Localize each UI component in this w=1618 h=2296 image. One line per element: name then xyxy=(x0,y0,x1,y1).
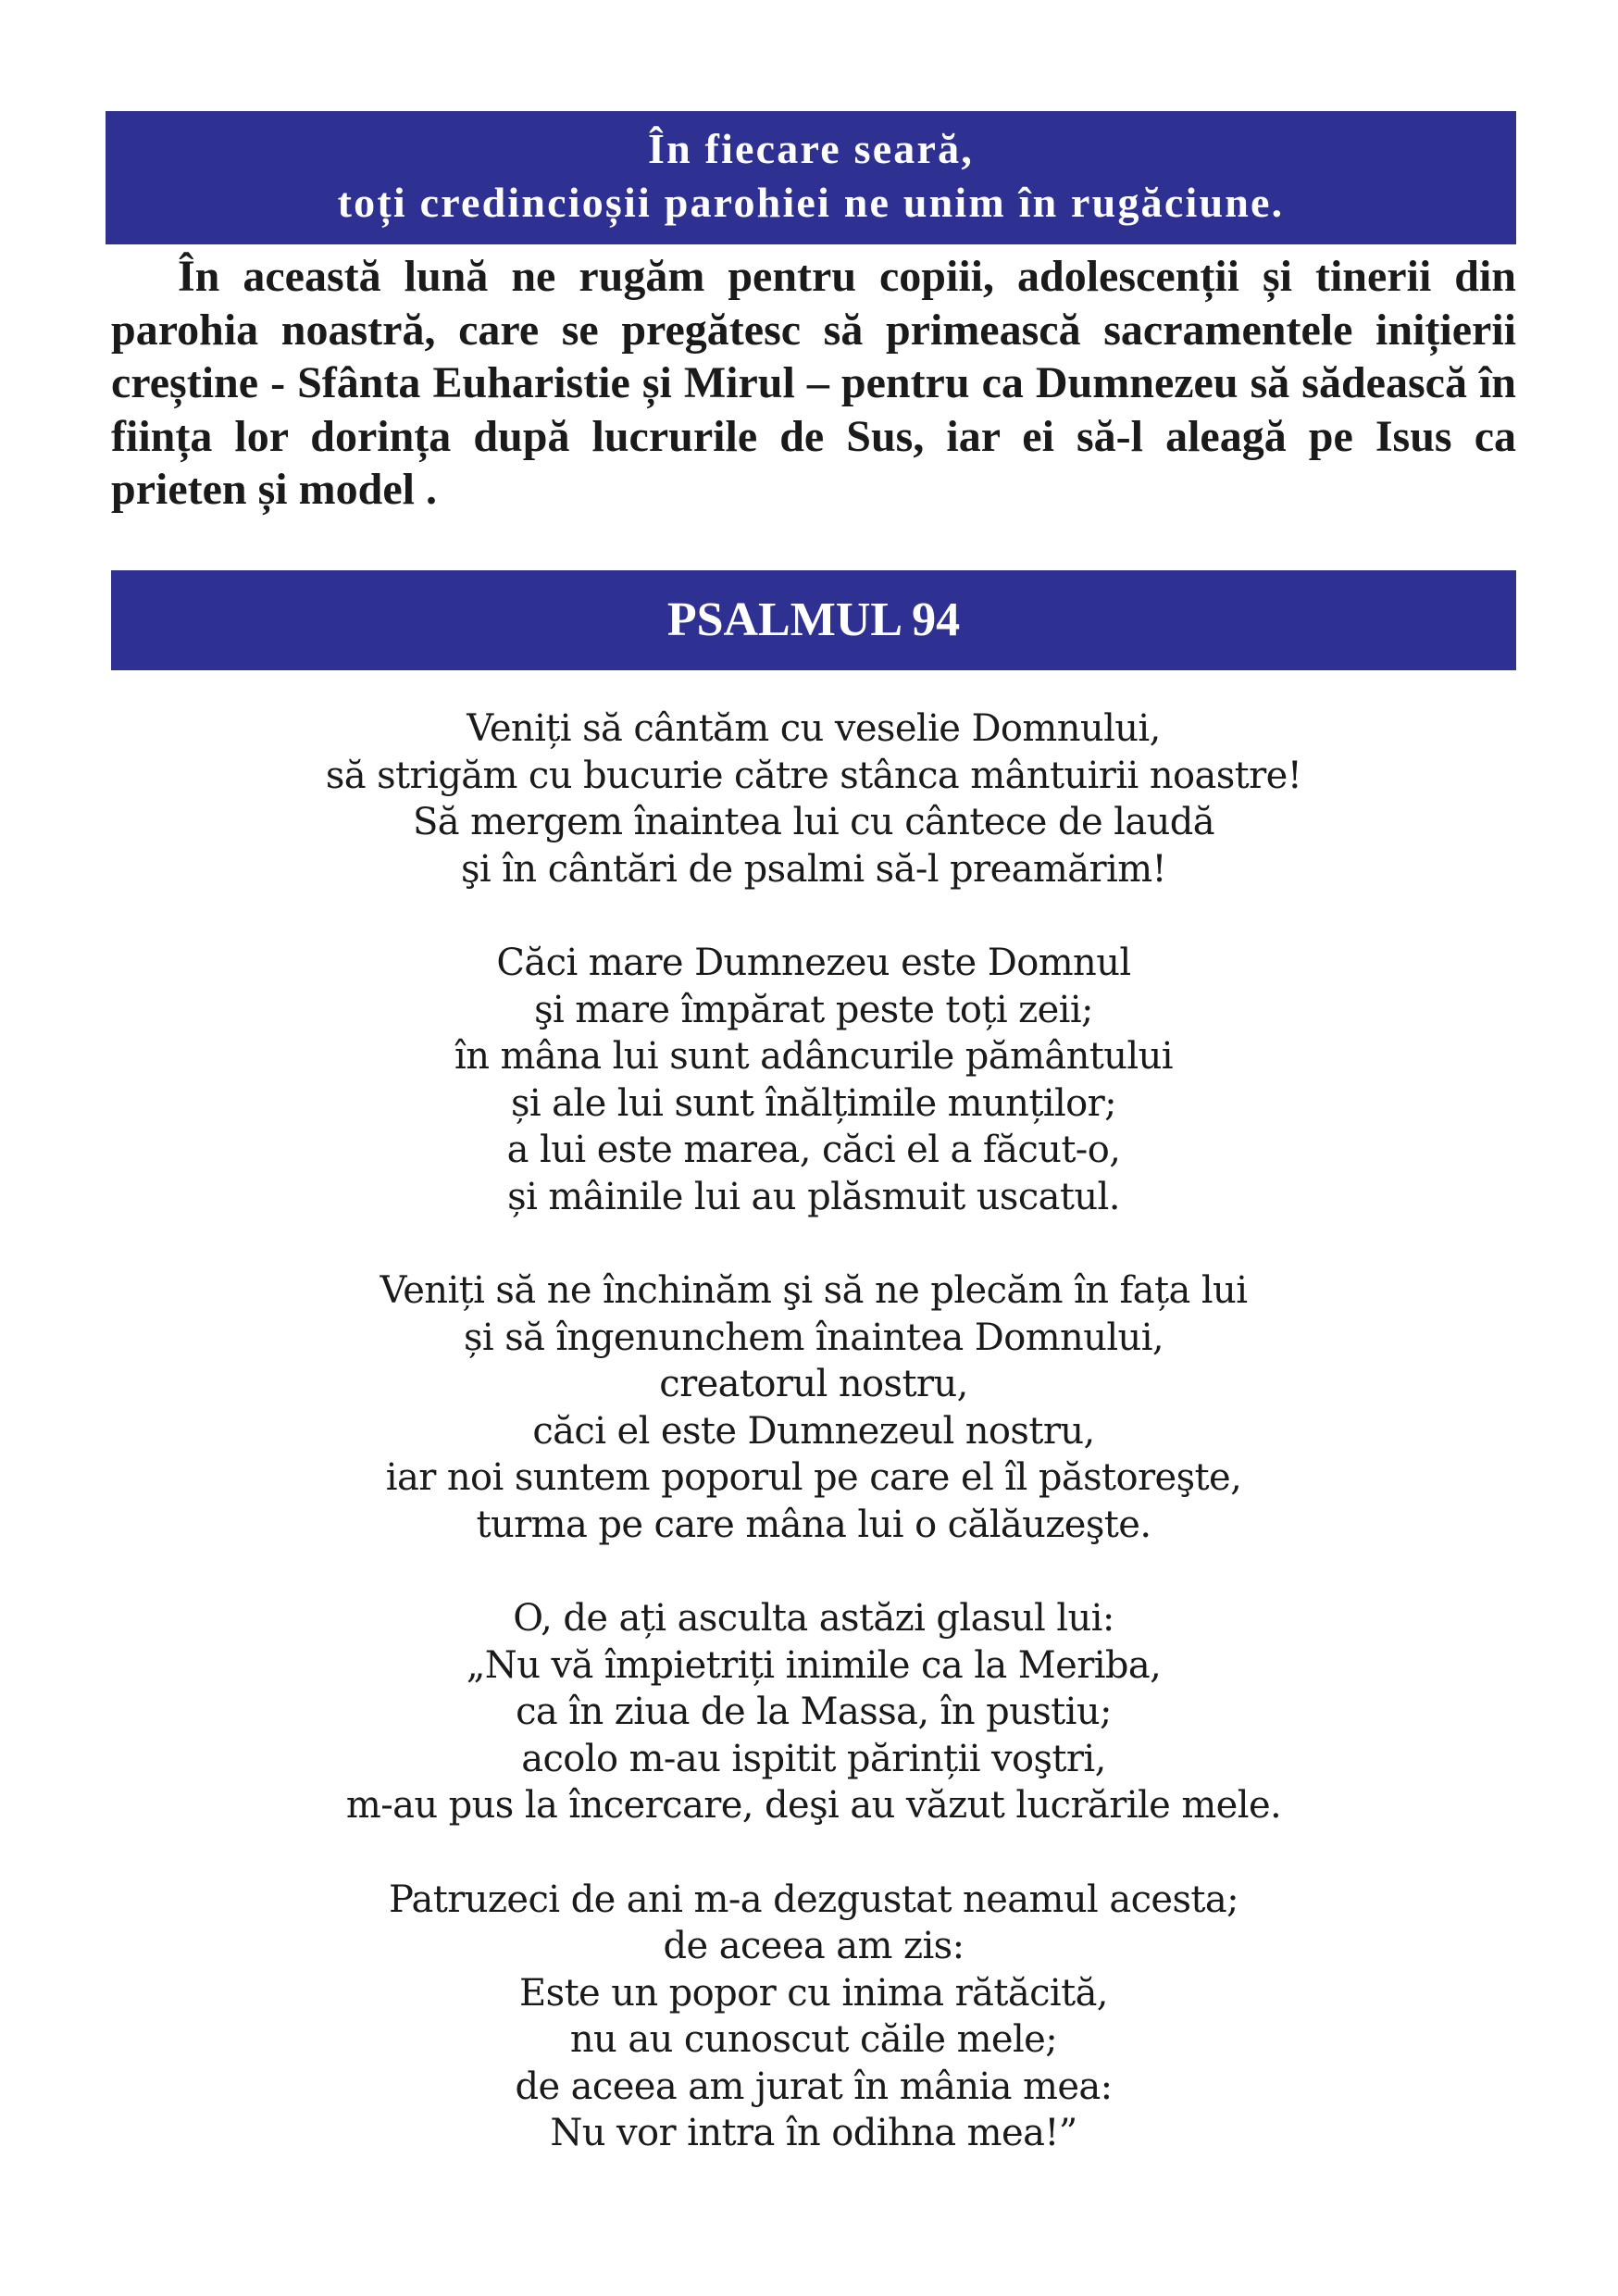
psalm-line: și mâinile lui au plăsmuit uscatul. xyxy=(507,1175,1120,1218)
psalm-text xyxy=(111,705,1516,2157)
psalm-line: Căci mare Dumnezeu este Domnul xyxy=(496,942,1131,984)
psalm-stanza-1 xyxy=(111,705,1516,892)
psalm-line: iar noi suntem poporul pe care el îl păstoreşte, xyxy=(385,1456,1242,1499)
psalm-line: Veniți să ne închinăm şi să ne plecăm în fața lui xyxy=(380,1269,1248,1312)
psalm-line: şi mare împărat peste toți zeii; xyxy=(534,988,1093,1031)
psalm-line: m-au pus la încercare, deşi au văzut lucrările mele. xyxy=(345,1784,1282,1827)
psalm-line: de aceea am zis: xyxy=(663,1925,965,1967)
psalm-line: și ale lui sunt înălțimile munților; xyxy=(510,1081,1117,1125)
header-line-1: În fiecare seară, xyxy=(647,125,975,172)
psalm-line: acolo m-au ispitit părinții voştri, xyxy=(521,1737,1106,1780)
psalm-line: Patruzeci de ani m-a dezgustat neamul acesta; xyxy=(389,1878,1238,1921)
psalm-line: Veniți să cântăm cu veselie Domnului, xyxy=(467,707,1161,750)
prayer-header-banner xyxy=(106,111,1516,244)
psalm-line: și să îngenunchem înaintea Domnului, xyxy=(463,1316,1164,1359)
psalm-line: creatorul nostru, xyxy=(659,1363,968,1405)
psalm-line: să strigăm cu bucurie către stânca mântuirii noastre! xyxy=(325,754,1302,797)
psalm-stanza-3 xyxy=(111,1267,1516,1548)
psalm-line: nu au cunoscut căile mele; xyxy=(569,2018,1058,2061)
psalm-line: „Nu vă împietriți inimile ca la Meriba, xyxy=(466,1643,1162,1687)
psalm-stanza-4 xyxy=(111,1595,1516,1829)
intro-paragraph: În această lună ne rugăm pentru copiii, adolescenții și tinerii din parohia noastră, care se pregătesc să primească sacramentele inițierii creștine - Sfânta Euharistie și Mirul – pentru ca Dumnezeu să sădească în ființa lor dorința după lucrurile de Sus, iar ei să-l aleagă pe Isus ca prieten și model . xyxy=(111,252,1516,514)
psalm-stanza-5 xyxy=(111,1877,1516,2157)
psalm-title: PSALMUL 94 xyxy=(666,593,961,646)
psalm-line: de aceea am jurat în mânia mea: xyxy=(515,2065,1113,2108)
psalm-line: Nu vor intra în odihna mea!” xyxy=(550,2112,1077,2154)
psalm-line: Este un popor cu inima rătăcită, xyxy=(519,1971,1108,2015)
psalm-line: a lui este marea, căci el a făcut-o, xyxy=(506,1129,1121,1171)
psalm-title-banner xyxy=(111,570,1516,670)
psalm-line: ca în ziua de la Massa, în pustiu; xyxy=(516,1691,1112,1733)
psalm-line: O, de ați asculta astăzi glasul lui: xyxy=(513,1597,1114,1640)
psalm-line: căci el este Dumnezeul nostru, xyxy=(532,1409,1095,1453)
psalm-line: în mâna lui sunt adâncurile pământului xyxy=(454,1035,1173,1078)
psalm-stanza-2 xyxy=(111,940,1516,1220)
psalm-line: turma pe care mâna lui o călăuzeşte. xyxy=(476,1503,1151,1546)
psalm-line: şi în cântări de psalmi să-l preamărim! xyxy=(460,847,1166,891)
header-line-2: toți credincioșii parohiei ne unim în rugăciune. xyxy=(337,179,1285,226)
psalm-line: Să mergem înaintea lui cu cântece de laudă xyxy=(412,801,1214,843)
